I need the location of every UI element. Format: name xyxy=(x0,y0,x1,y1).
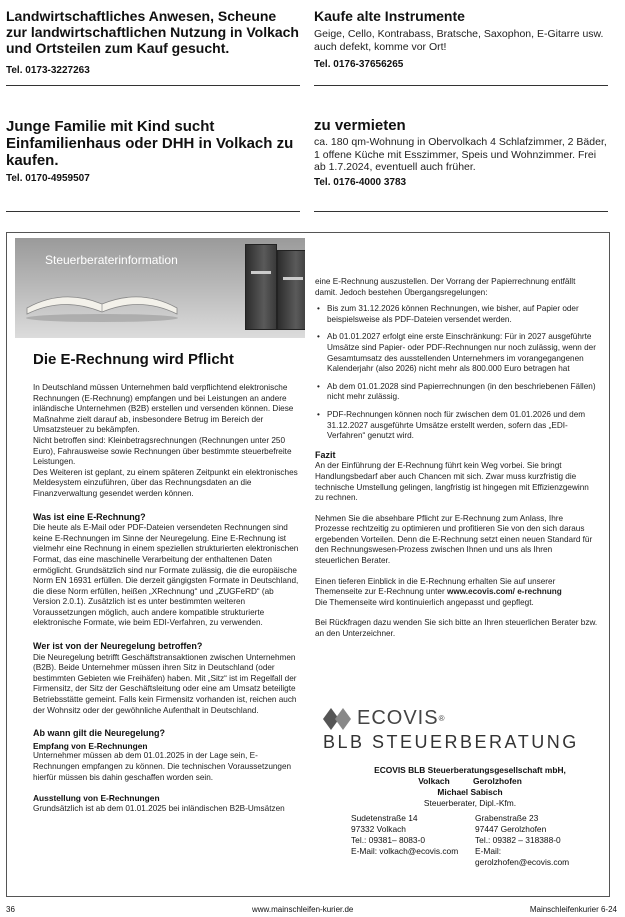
ad-title: Junge Familie mit Kind sucht Einfamilienhaus oder DHH in Volkach zu kaufen. xyxy=(6,118,294,169)
ad-phone: Tel. 0176-4000 3783 xyxy=(314,176,407,188)
classified-ad-instruments xyxy=(314,8,608,86)
paragraph: Nehmen Sie die absehbare Pflicht zur E-Rechnung zum Anlass, Ihre Prozesse rechtzeitig zu optimieren und profitieren Sie von den sich daraus ergebenden Vorteilen. Denn die E-Rechnung setzt einen neuen Standard für den Rechnungswesen-Prozess zwischen Ihnen und uns als Ihren steuerlichen Berater. xyxy=(315,513,593,566)
office-city: 97332 Volkach xyxy=(351,824,406,834)
list-item: • PDF-Rechnungen können noch für zwischen dem 01.01.2026 und dem 31.12.2027 ausgeführte Umsätze erstellt werden, sofern das „EDI-Verfahren“ genutzt wird. xyxy=(315,410,598,442)
open-book-icon xyxy=(23,278,181,322)
ad-title: Landwirtschaftliches Anwesen, Scheune zur landwirtschaftlichen Nutzung in Volkach und Ortsteilen zum Kauf gesucht. xyxy=(6,8,299,56)
section-heading: Was ist eine E-Rechnung? xyxy=(33,511,146,522)
transition-rules-list xyxy=(315,304,598,442)
subsection-heading: Ausstellung von E-Rechnungen xyxy=(33,793,160,804)
ad-title: zu vermieten xyxy=(314,117,406,134)
paragraph: Nicht betroffen sind: Kleinbetragsrechnungen (Rechnungen unter 250 Euro), Fahrausweise sowie Rechnungen über bestimmte steuerbefreite Leistungen. xyxy=(33,435,292,467)
paragraph: Unternehmer müssen ab dem 01.01.2025 in der Lage sein, E-Rechnungen empfangen zu können. Die technischen Voraussetzungen hierfür müssen bis dahin geschaffen worden sein. xyxy=(33,751,292,782)
classified-ad-rent xyxy=(314,118,608,212)
office-volkach xyxy=(351,813,461,868)
office-city: 97447 Gerolzhofen xyxy=(475,824,547,834)
logo-subline: BLB STEUERBERATUNG xyxy=(323,732,579,752)
page-number: 36 xyxy=(6,905,15,914)
paragraph: An der Einführung der E-Rechnung führt kein Weg vorbei. Sie bringt Handlungsbedarf aber auch Chancen mit sich. Zwar muss kurzfristig die technische Umstellung gelingen, langfristig ist hingegen mit Effizienzgewinn zu rechnen. xyxy=(315,461,589,503)
office-street: Grabenstraße 23 xyxy=(475,813,539,823)
article-left-column xyxy=(33,351,299,814)
paragraph: Die Neuregelung betrifft Geschäftstransaktionen zwischen Unternehmen (B2B). Beide Unternehmer müssen ihren Sitz in Deutschland (oder bestimmten Gebieten wie Freihäfen) haben. Mit „Sitz“ ist im Regelfall der Firmensitz, der Sitz der Geschäftsleitung oder eine am Umsatz beteiligte Betriebsstätte gemeint. Falls kein Firmensitz vorhanden ist, reichen auch der Wohnsitz oder der gewöhnliche Aufenthalt in Deutschland. xyxy=(33,652,297,715)
classified-ad-farm xyxy=(6,8,300,86)
ecovis-mark-icon xyxy=(323,708,353,730)
ad-phone: Tel. 0173-3227263 xyxy=(6,65,90,76)
hero-image xyxy=(15,238,305,338)
classified-ad-house xyxy=(6,118,300,212)
ad-body: ca. 180 qm-Wohnung in Obervolkach 4 Schlafzimmer, 2 Bäder, 1 offene Küche mit Esszimmer, Speis und Wohnzimmer. Frei ab 1.7.2024, eventuell auch früher. xyxy=(314,136,607,173)
paragraph: Des Weiteren ist geplant, zu einem späteren Zeitpunkt ein elektronisches Meldesystem einzuführen, über das Rechnungsdaten an die Finanzverwaltung gesendet werden können. xyxy=(33,467,298,498)
logo-wordmark: ECOVIS xyxy=(357,707,439,729)
paragraph: Die Themenseite wird kontinuierlich angepasst und gepflegt. xyxy=(315,597,534,607)
section-heading: Fazit xyxy=(315,449,336,460)
ecovis-logo xyxy=(323,707,593,753)
ad-phone: Tel. 0176-37656265 xyxy=(314,59,404,70)
binder-icon xyxy=(277,250,305,330)
firm-places: Volkach Gerolzhofen xyxy=(418,776,522,786)
office-phone: Tel.: 09381– 8083-0 xyxy=(351,835,426,845)
office-email[interactable]: E-Mail: volkach@ecovis.com xyxy=(351,846,459,856)
article-title: Die E-Rechnung wird Pflicht xyxy=(33,351,234,368)
ad-title: Kaufe alte Instrumente xyxy=(314,8,465,24)
paragraph: In Deutschland müssen Unternehmen bald verpflichtend elektronische Rechnungen (E-Rechnung) empfangen und bei Leistungen an andere inländische Unternehmen (B2B) erstellen und versenden können. Diese Maßnahme zielt darauf ab, insbesondere Betrug im Bereich der Umsatzsteuer zu bekämpfen. xyxy=(33,383,294,435)
list-item: • Ab dem 01.01.2028 sind Papierrechnungen (in den beschriebenen Fällen) nicht mehr zulässig. xyxy=(315,382,598,403)
article-right-column xyxy=(315,277,598,640)
paragraph xyxy=(315,577,598,598)
office-addresses xyxy=(351,813,611,868)
paragraph: Die heute als E-Mail oder PDF-Dateien versendeten Rechnungen sind keine E-Rechnungen im Sinne der Neuregelung. Eine E-Rechnung ist vielmehr eine Rechnung in einem speziellen strukturierten elektronischen Format, das eine maschinelle Verarbeitung der enthaltenen Daten ermöglicht. Grundsätzlich sind nur Formate zulässig, die die europäische Norm EN 16931 erfüllen. Die derzeit gängigsten Formate in Deutschland, die diese Norm erfüllen, heißen „XRechnung“ und „ZUGFeRD“ (ab Version 2.0.1). Zusätzlich ist es unter bestimmten weiteren Voraussetzungen möglich, auch andere kompatible strukturierte elektronische Formate, wie beim EDI-Verfahren, zu verwenden. xyxy=(33,523,299,628)
paragraph: Bei Rückfragen dazu wenden Sie sich bitte an Ihren steuerlichen Berater bzw. an den Unterzeichner. xyxy=(315,618,598,639)
office-street: Sudetenstraße 14 xyxy=(351,813,418,823)
signatory-role: Steuerberater, Dipl.-Kfm. xyxy=(423,798,517,808)
paragraph-text: Einen tieferen Einblick in die E-Rechnung erhalten Sie auf unserer Themenseite zur E-Rechnung unter xyxy=(315,576,556,597)
section-heading: Wer ist von der Neuregelung betroffen? xyxy=(33,641,203,652)
tax-advisor-article xyxy=(6,232,610,897)
ad-body: Geige, Cello, Kontrabass, Bratsche, Saxophon, E-Gitarre usw. auch defekt, komme vor Ort! xyxy=(314,28,604,53)
firm-name: ECOVIS BLB Steuerberatungsgesellschaft mbH, xyxy=(374,765,566,775)
office-gerolzhofen xyxy=(475,813,585,868)
list-item: • Bis zum 31.12.2026 können Rechnungen, wie bisher, auf Papier oder beispielsweise als PDF-Dateien versendet werden. xyxy=(315,304,598,325)
section-heading: Ab wann gilt die Neuregelung? xyxy=(33,728,166,739)
firm-signature xyxy=(355,765,585,809)
registered-mark: ® xyxy=(438,714,445,723)
footer-url[interactable]: www.mainschleifen-kurier.de xyxy=(252,905,354,914)
office-phone: Tel.: 09382 – 318388-0 xyxy=(475,835,561,845)
binder-icon xyxy=(245,244,277,330)
signatory-name: Michael Sabisch xyxy=(437,787,503,797)
banner-caption: Steuerberaterinformation xyxy=(45,253,178,267)
ad-phone: Tel. 0170-4959507 xyxy=(6,173,90,184)
paragraph: Grundsätzlich ist ab dem 01.01.2025 bei inländischen B2B-Umsätzen xyxy=(33,803,285,813)
subsection-heading: Empfang von E-Rechnungen xyxy=(33,740,148,751)
paragraph: eine E-Rechnung auszustellen. Der Vorrang der Papierrechnung entfällt damit. Jedoch bestehen Übergangsregelungen: xyxy=(315,277,576,297)
list-item: • Ab 01.01.2027 erfolgt eine erste Einschränkung: Für in 2027 ausgeführte Umsätze sind Papier- oder PDF-Rechnungen nur noch zulässig, wenn der Gesamtumsatz des ausstellenden Unternehmers im vorangegangenen Kalenderjahr (also 2026) nicht mehr als 800.000 Euro betragen hat xyxy=(315,332,598,374)
themenseite-link[interactable]: www.ecovis.com/ e-rechnung xyxy=(446,587,562,597)
office-email[interactable]: E-Mail: gerolzhofen@ecovis.com xyxy=(475,846,570,867)
footer-issue: Mainschleifenkurier 6-24 xyxy=(529,905,617,914)
